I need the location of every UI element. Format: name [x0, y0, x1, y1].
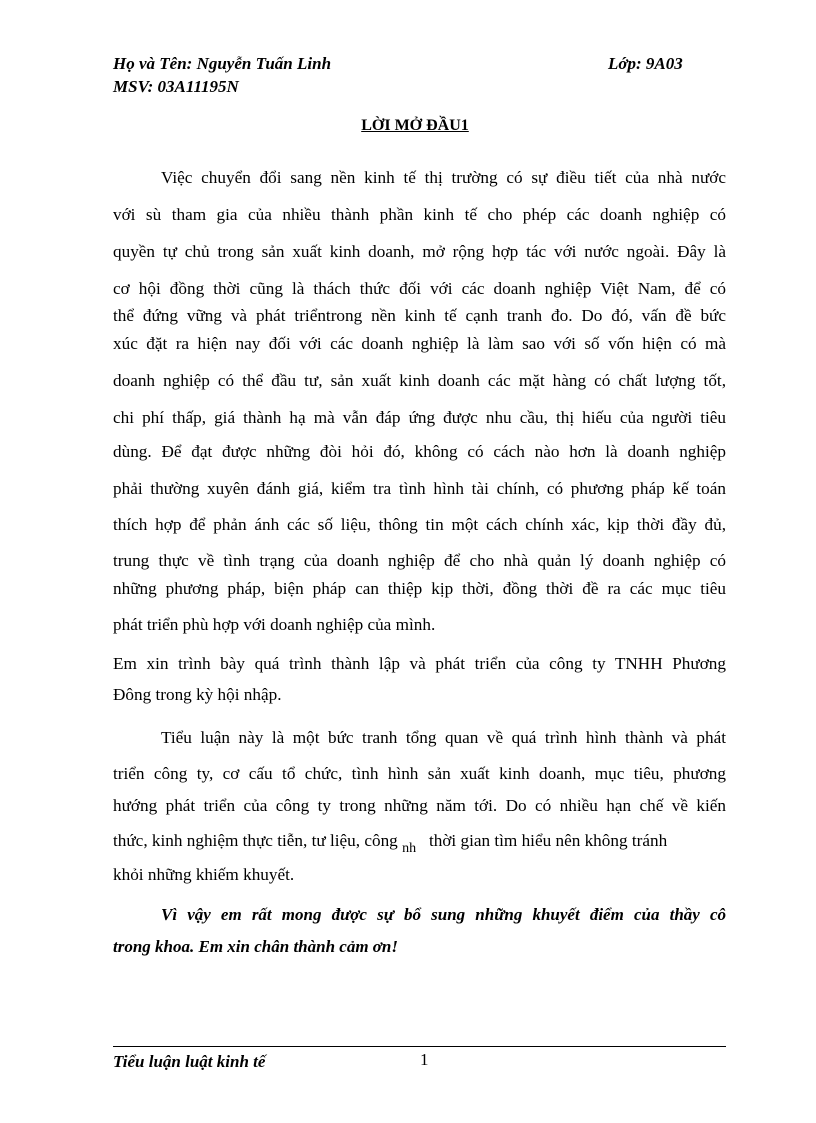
- paragraph-line: thể đứng vững và phát triểntrong nền kinh tế cạnh tranh đo. Do đó, vấn đề bức: [113, 306, 726, 325]
- closing-line: trong khoa. Em xin chân thành cảm ơn!: [113, 937, 398, 956]
- paragraph-line: với sù tham gia của nhiều thành phần kinh tế cho phép các doanh nghiệp có: [113, 205, 726, 224]
- page-title-text: LỜI MỞ ĐẦU1: [361, 117, 469, 134]
- paragraph-line: Em xin trình bày quá trình thành lập và phát triển của công ty TNHH Phương: [113, 654, 726, 673]
- footer-divider: [113, 1046, 726, 1047]
- paragraph-line: [113, 830, 726, 854]
- paragraph-line: trung thực về tình trạng của doanh nghiệp để cho nhà quản lý doanh nghiệp có: [113, 551, 726, 570]
- paragraph-line: xúc đặt ra hiện nay đối với các doanh nghiệp là làm sao với số vốn hiện có mà: [113, 334, 726, 353]
- paragraph-line: doanh nghiệp có thể đầu tư, sản xuất kinh doanh các mặt hàng có chất lượng tốt,: [113, 371, 726, 390]
- page-title: [0, 117, 816, 135]
- closing-line: Vì vậy em rất mong được sự bổ sung những khuyết điểm của thầy cô: [161, 905, 726, 924]
- header-class: Lớp: 9A03: [608, 54, 683, 73]
- paragraph-line: Việc chuyển đổi sang nền kinh tế thị trường có sự điều tiết của nhà nước: [161, 168, 726, 187]
- footer-title: Tiểu luận luật kinh tế: [113, 1052, 266, 1071]
- paragraph-line: chi phí thấp, giá thành hạ mà vẫn đáp ứng được nhu cầu, thị hiếu của người tiêu: [113, 408, 726, 427]
- paragraph-line: hướng phát triển của công ty trong những năm tới. Do có nhiều hạn chế về kiến: [113, 796, 726, 815]
- paragraph-line: phát triển phù hợp với doanh nghiệp của mình.: [113, 615, 436, 634]
- header-student-id: MSV: 03A11195N: [113, 77, 239, 96]
- line-segment: thời gian tìm hiểu nên không tránh: [428, 831, 668, 850]
- paragraph-line: quyền tự chủ trong sản xuất kinh doanh, mở rộng hợp tác với nước ngoài. Đây là: [113, 242, 726, 261]
- paragraph-line: Đông trong kỳ hội nhập.: [113, 685, 282, 704]
- paragraph-line: những phương pháp, biện pháp can thiệp kịp thời, đồng thời đề ra các mục tiêu: [113, 579, 726, 598]
- subscript-fragment: nh: [402, 841, 417, 856]
- paragraph-line: phải thường xuyên đánh giá, kiểm tra tình hình tài chính, có phương pháp kế toán: [113, 479, 726, 498]
- header-student-name: Họ và Tên: Nguyễn Tuấn Linh: [113, 54, 332, 73]
- paragraph-line: cơ hội đồng thời cũng là thách thức đối với các doanh nghiệp Việt Nam, để có: [113, 279, 726, 298]
- paragraph-line: khỏi những khiếm khuyết.: [113, 865, 295, 884]
- paragraph-line: dùng. Để đạt được những đòi hỏi đó, không có cách nào hơn là doanh nghiệp: [113, 442, 726, 461]
- line-segment: thức, kinh nghiệm thực tiễn, tư liệu, công: [113, 831, 398, 850]
- paragraph-line: triển công ty, cơ cấu tổ chức, tình hình sản xuất kinh doanh, mục tiêu, phương: [113, 764, 726, 783]
- paragraph-line: thích hợp để phản ánh các số liệu, thông tin một cách chính xác, kịp thời đầy đủ,: [113, 515, 726, 534]
- page-number: 1: [420, 1050, 429, 1069]
- paragraph-line: Tiểu luận này là một bức tranh tổng quan về quá trình hình thành và phát: [161, 728, 726, 747]
